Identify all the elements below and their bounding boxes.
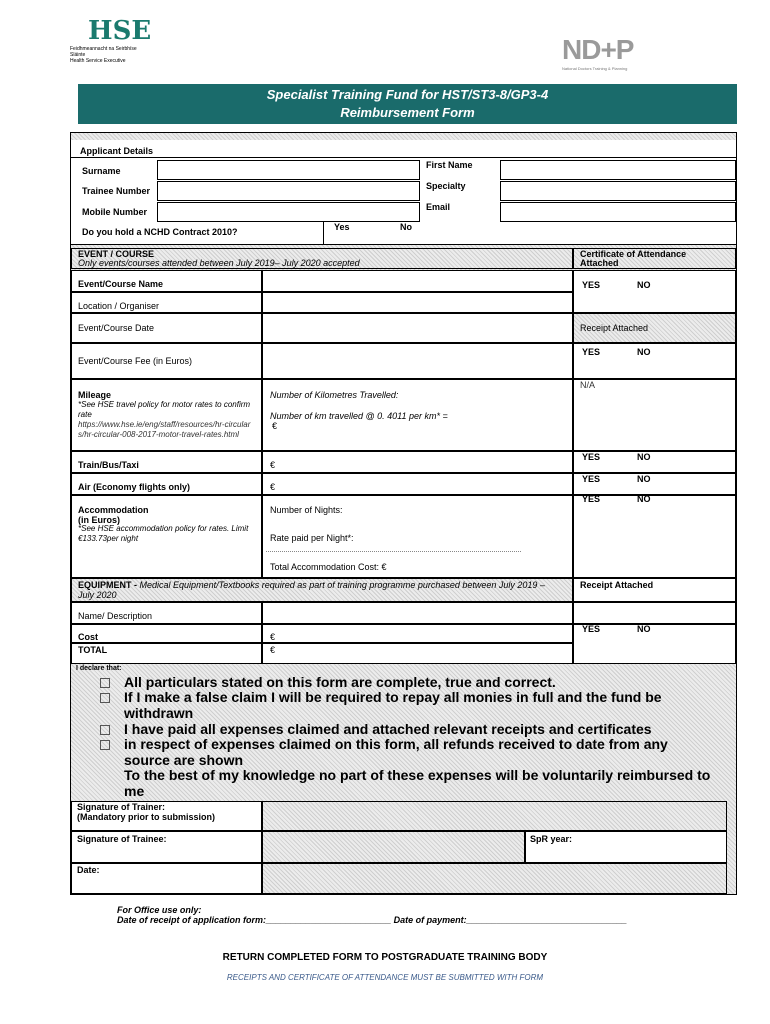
first-name-label: First Name [426,160,473,170]
rate-paid-label: Rate paid per Night*: [270,533,354,543]
nchd-question: Do you hold a NCHD Contract 2010? [82,227,238,237]
event-heading: EVENT / COURSE [78,249,155,259]
trainer-signature-label [77,802,215,822]
specialty-label: Specialty [426,181,466,191]
cert-no[interactable]: NO [637,280,651,290]
equipment-heading [78,580,558,600]
mileage-note: *See HSE travel policy for motor rates to confirm rate [78,400,251,419]
event-subheading: Only events/courses attended between July 2019– July 2020 accepted [78,258,360,268]
cert-yes[interactable]: YES [582,280,601,290]
equipment-receipt-heading: Receipt Attached [580,580,654,590]
air-label: Air (Economy flights only) [78,482,191,492]
surname-field[interactable] [157,160,420,180]
declaration-intro: I declare that: [76,665,122,672]
trainer-signature-title: Signature of Trainer: [77,802,166,812]
accommodation-label: Accommodation [78,505,149,515]
spr-year-label: SpR year: [530,834,573,844]
equipment-cost-field[interactable] [262,624,573,643]
event-name-label: Event/Course Name [78,279,164,289]
declaration-item-1 [100,674,556,690]
accommodation-euros: (in Euros) [78,515,120,525]
declaration-checkbox-2[interactable] [100,693,110,703]
page-title: Specialist Training Fund for HST/ST3-8/GP3-4 [266,87,549,102]
accommodation-receipt-no[interactable]: NO [637,494,651,504]
event-receipt-heading: Receipt Attached [580,323,649,333]
equipment-cost-label: Cost [78,632,98,642]
km-rate-label: Number of km travelled @ 0. 4011 per km* = [270,411,448,421]
declaration-checkbox-3[interactable] [100,725,110,735]
equipment-receipt-no[interactable]: NO [637,624,651,634]
total-euro: € [270,645,276,655]
applicant-heading: Applicant Details [80,146,154,156]
declaration-checkbox-4[interactable] [100,740,110,750]
location-label: Location / Organiser [78,301,160,311]
declaration-item-4 [100,736,710,768]
trainee-signature-field[interactable] [262,831,525,863]
event-fee-label: Event/Course Fee (in Euros) [78,356,193,366]
mileage-euro: € [272,421,278,431]
total-label: TOTAL [78,645,108,655]
equipment-name-label: Name/ Description [78,611,153,621]
fee-receipt-no[interactable]: NO [637,347,651,357]
air-euro: € [270,482,276,492]
mileage-policy-link[interactable]: https://www.hse.ie/eng/staff/resources/hr-circulars/hr-circular-008-2017-motor-travel-rates.html [78,420,251,439]
declaration-text-3: I have paid all expenses claimed and attached relevant receipts and certificates [124,721,652,737]
event-date-label: Event/Course Date [78,323,155,333]
km-travelled-label: Number of Kilometres Travelled: [270,390,399,400]
hse-logo [70,16,152,64]
declaration-item-5 [100,767,725,799]
mobile-field[interactable] [157,202,420,222]
declaration-checkbox-5[interactable] [100,771,108,779]
date-label: Date: [77,865,100,875]
nights-label: Number of Nights: [270,505,343,515]
cert-heading: Certificate of Attendance Attached [580,249,687,268]
trainer-signature-field[interactable] [262,801,727,831]
equipment-heading-label: EQUIPMENT - [78,580,138,590]
declaration-item-2 [100,689,710,721]
page-subtitle: Reimbursement Form [340,105,475,120]
event-fee-field[interactable] [262,343,573,379]
declaration-text-1: All particulars stated on this form are complete, true and correct. [124,674,556,690]
equipment-cost-euro: € [270,632,276,642]
accommodation-note: *See HSE accommodation policy for rates. Limit €133.73per night [78,524,249,543]
trainee-signature-label: Signature of Trainee: [77,834,167,844]
ndtp-logo-subtitle: National Doctors Training & Planning [562,66,628,71]
email-label: Email [426,202,451,212]
hse-logo-subtitle-irish: Feidhmeannacht na Seirbhíse Sláinte [70,46,137,58]
nchd-no[interactable]: No [400,222,412,232]
event-date-field[interactable] [262,313,573,343]
ndtp-logo-mark: ND+P [562,34,634,65]
title-bar [78,84,737,124]
email-field[interactable] [500,202,736,222]
declaration-item-3 [100,721,652,737]
ndtp-logo [562,34,672,71]
location-field[interactable] [262,292,573,313]
train-euro: € [270,460,276,470]
declaration-text-2: If I make a false claim I will be required to repay all monies in full and the fund be withdrawn [124,689,662,721]
declaration-text-5: To the best of my knowledge no part of these expenses will be voluntarily reimbursed to me [124,767,711,799]
equipment-receipt-yes[interactable]: YES [582,624,601,634]
train-receipt-no[interactable]: NO [637,452,651,462]
trainer-signature-note: (Mandatory prior to submission) [77,812,216,822]
mileage-na: N/A [580,380,596,390]
total-accommodation-label: Total Accommodation Cost: € [270,562,387,572]
nchd-yes[interactable]: Yes [334,222,350,232]
mileage-label: Mileage [78,390,112,400]
date-field[interactable] [262,863,727,894]
return-instruction: RETURN COMPLETED FORM TO POSTGRADUATE TRAINING BODY [222,952,548,963]
declaration-text-4: in respect of expenses claimed on this form, all refunds received to date from any source are shown [124,736,668,768]
equipment-name-field[interactable] [262,602,573,624]
train-receipt-yes[interactable]: YES [582,452,601,462]
fee-receipt-yes[interactable]: YES [582,347,601,357]
train-field[interactable] [262,451,573,473]
mobile-label: Mobile Number [82,207,148,217]
first-name-field[interactable] [500,160,736,180]
trainee-number-label: Trainee Number [82,186,151,196]
event-name-field[interactable] [262,270,573,292]
air-receipt-yes[interactable]: YES [582,474,601,484]
accommodation-receipt-yes[interactable]: YES [582,494,601,504]
trainee-number-field[interactable] [157,181,420,201]
specialty-field[interactable] [500,181,736,201]
equipment-heading-note: Medical Equipment/Textbooks required as part of training programme purchased between July 2019 – July 2020 [78,580,545,600]
air-field[interactable] [262,473,573,495]
receipts-instruction: RECEIPTS AND CERTIFICATE OF ATTENDANCE MUST BE SUBMITTED WITH FORM [226,973,544,982]
declaration-checkbox-1[interactable] [100,678,110,688]
office-use-line: Date of receipt of application form:_________________________ Date of payment:________________________________ [117,915,627,925]
air-receipt-no[interactable]: NO [637,474,651,484]
hse-logo-mark: HSE [88,16,152,46]
hse-logo-subtitle-english: Health Service Executive [70,58,126,64]
office-use-heading: For Office use only: [117,905,202,915]
train-label: Train/Bus/Taxi [78,460,139,470]
total-field[interactable] [262,643,573,664]
surname-label: Surname [82,166,121,176]
